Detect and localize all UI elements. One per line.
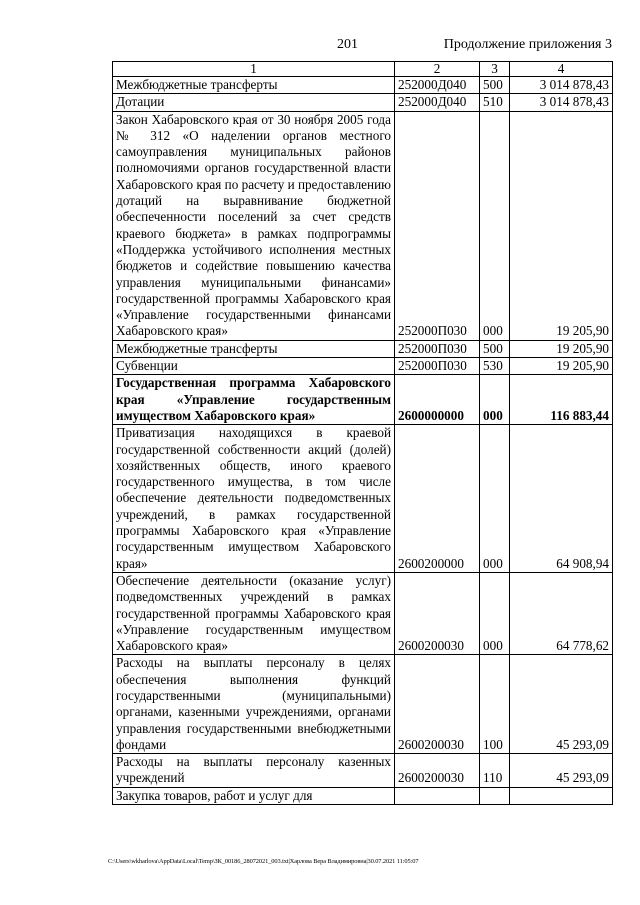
table-row (113, 655, 613, 754)
page-number: 201 (337, 37, 358, 52)
file-path-footer: C:\Users\wkharlova\AppData\Local\Temp\ЗК_00186_28072021_003.txt|Харлова Вера Владимировна|30.07.2021 11:05:07 (108, 858, 419, 865)
row-type-cell: 110 (480, 754, 510, 788)
row-amount-cell: 64 908,94 (510, 425, 613, 573)
row-code-cell: 252000П030 (395, 111, 480, 340)
row-type-cell: 000 (480, 572, 510, 654)
row-type-cell: 510 (480, 94, 510, 111)
table-row (113, 94, 613, 111)
row-code-cell: 252000Д040 (395, 77, 480, 94)
row-name-cell: Расходы на выплаты персоналу в целях обеспечения выполнения функций государственными (муниципальными) органами, казенными учреждениями, органами управления государственными внебюджетными фондами (113, 655, 395, 754)
row-amount-cell: 3 014 878,43 (510, 77, 613, 94)
table-row (113, 425, 613, 573)
table-row (113, 787, 613, 804)
table-header-row (113, 62, 613, 77)
row-code-cell: 252000П030 (395, 358, 480, 375)
row-code-cell: 252000П030 (395, 340, 480, 357)
row-type-cell: 000 (480, 111, 510, 340)
row-code-cell: 2600200000 (395, 425, 480, 573)
row-type-cell: 500 (480, 77, 510, 94)
row-amount-cell: 45 293,09 (510, 655, 613, 754)
column-header: 1 (113, 62, 395, 77)
row-amount-cell: 19 205,90 (510, 111, 613, 340)
row-amount-cell: 116 883,44 (510, 375, 613, 425)
row-name-cell: Расходы на выплаты персоналу казенных учреждений (113, 754, 395, 788)
table-row (113, 111, 613, 340)
row-name-cell: Государственная программа Хабаровского края «Управление государственным имуществом Хабаровского края» (113, 375, 395, 425)
row-amount-cell: 19 205,90 (510, 340, 613, 357)
row-type-cell: 000 (480, 375, 510, 425)
continuation-label: Продолжение приложения 3 (443, 37, 612, 52)
row-code-cell: 2600000000 (395, 375, 480, 425)
row-name-cell: Межбюджетные трансферты (113, 340, 395, 357)
row-type-cell (480, 787, 510, 804)
table-row (113, 375, 613, 425)
row-type-cell: 500 (480, 340, 510, 357)
row-name-cell: Приватизация находящихся в краевой государственной собственности акций (долей) хозяйственных обществ, иного краевого государственного имущества, в том числе обеспечение деятельности подведомственных учреждений, в рамках государственной программы Хабаровского края «Управление государственным имуществом Хабаровского края» (113, 425, 395, 573)
column-header: 3 (480, 62, 510, 77)
table-row (113, 340, 613, 357)
table-row (113, 358, 613, 375)
table-row (113, 754, 613, 788)
row-code-cell: 2600200030 (395, 655, 480, 754)
row-name-cell: Обеспечение деятельности (оказание услуг) подведомственных учреждений в рамках государственной программы Хабаровского края «Управление государственным имуществом Хабаровского края» (113, 572, 395, 654)
row-code-cell: 2600200030 (395, 572, 480, 654)
column-header: 2 (395, 62, 480, 77)
row-name-cell: Закупка товаров, работ и услуг для (113, 787, 395, 804)
row-name-cell: Субвенции (113, 358, 395, 375)
row-amount-cell: 64 778,62 (510, 572, 613, 654)
row-name-cell: Дотации (113, 94, 395, 111)
row-type-cell: 100 (480, 655, 510, 754)
row-amount-cell (510, 787, 613, 804)
table-row (113, 77, 613, 94)
table-row (113, 572, 613, 654)
column-header: 4 (510, 62, 613, 77)
row-code-cell: 252000Д040 (395, 94, 480, 111)
row-name-cell: Закон Хабаровского края от 30 ноября 2005 года № 312 «О наделении органов местного самоуправления муниципальных районов полномочиями органов государственной власти Хабаровского края по расчету и предоставлению дотаций на выравнивание бюджетной обеспеченности поселений за счет средств краевого бюджета» в рамках подпрограммы «Поддержка устойчивого исполнения местных бюджетов и содействие повышению качества управления муниципальными финансами» государственной программы Хабаровского края «Управление государственными финансами Хабаровского края» (113, 111, 395, 340)
row-name-cell: Межбюджетные трансферты (113, 77, 395, 94)
row-type-cell: 000 (480, 425, 510, 573)
row-amount-cell: 3 014 878,43 (510, 94, 613, 111)
row-type-cell: 530 (480, 358, 510, 375)
row-code-cell: 2600200030 (395, 754, 480, 788)
row-code-cell (395, 787, 480, 804)
row-amount-cell: 45 293,09 (510, 754, 613, 788)
budget-table (112, 61, 613, 805)
row-amount-cell: 19 205,90 (510, 358, 613, 375)
